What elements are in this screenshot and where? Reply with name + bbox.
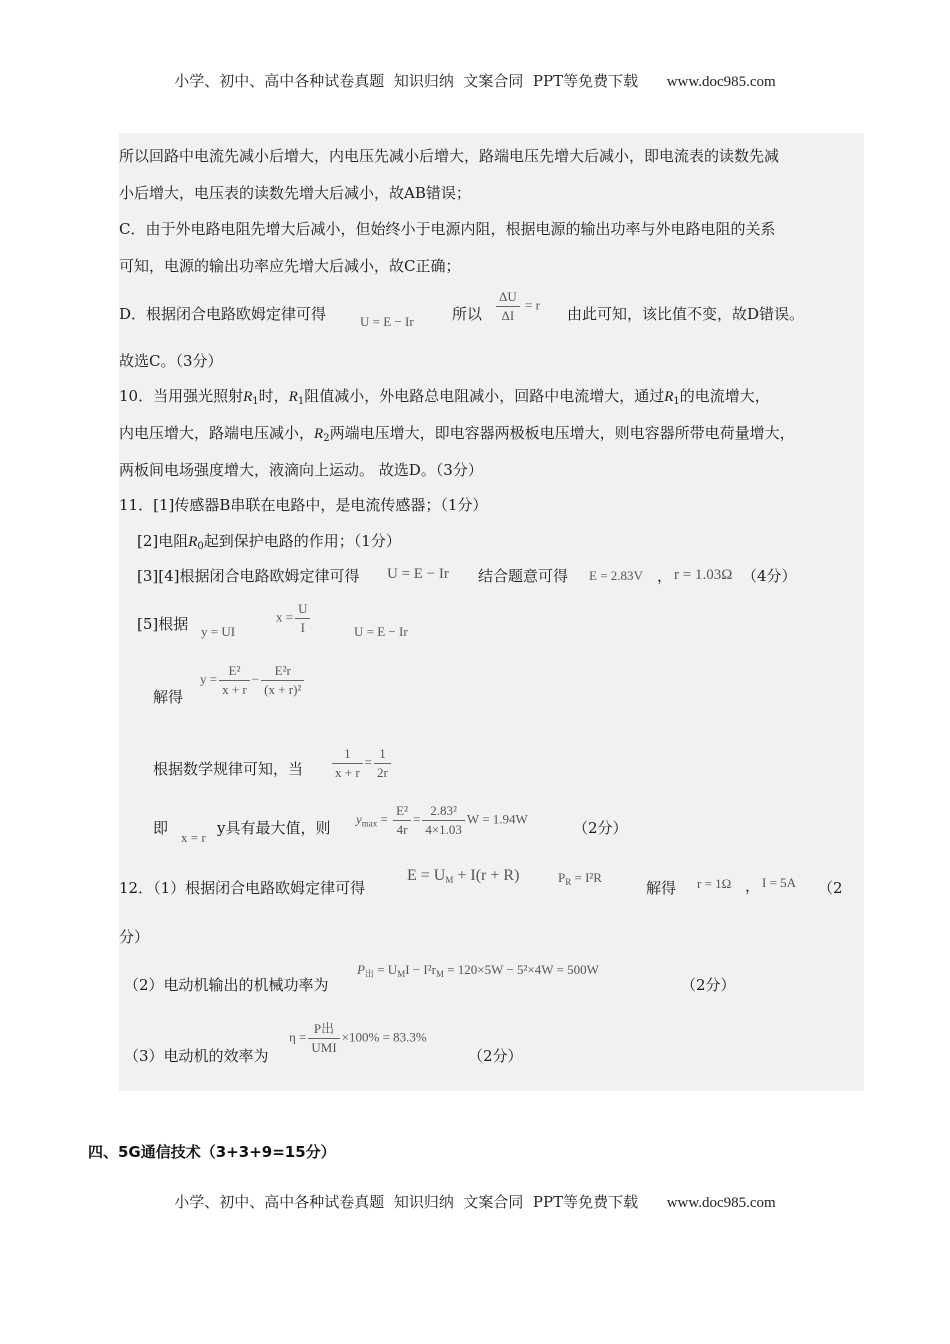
q10-r1-b: R <box>288 389 298 405</box>
q12-eq1-sub: M <box>445 875 454 885</box>
q12-score2: （2分） <box>681 976 736 994</box>
q11-ymax: $y_{max}$ = $\frac{\text{E²}}{4r}$ = $\frac{\text{2.83²}}{4\times 1.03}$ W = 1.94W <box>356 803 528 837</box>
footer-site[interactable]: www.doc985.com <box>666 1195 776 1211</box>
q12-pr-rest: = I²R <box>571 870 602 885</box>
q9-d-fraction <box>494 288 540 325</box>
q11-line4: [5]根据 <box>137 615 189 633</box>
q11-x-def <box>276 600 312 637</box>
q11-line2 <box>137 531 401 552</box>
q11-sol-n2: E²r <box>261 662 304 681</box>
q11-c-n2: 1 <box>374 745 391 764</box>
q12-eta-den: UMI <box>311 1040 337 1055</box>
q11-r: r = 1.03Ω <box>674 567 733 583</box>
q9-d-suffix: 由此可知，该比值不变，故D错误。 <box>567 305 805 323</box>
q11-line3a: [3][4]根据闭合电路欧姆定律可得 <box>137 567 360 585</box>
q12-pout-rest2: I − I²r <box>405 962 436 977</box>
q10-num: 10．当用强光照射 <box>119 387 244 405</box>
q9-d-frac-den: ΔI <box>501 308 515 323</box>
q11-eq1: U = E − Ir <box>387 566 449 582</box>
page-footer <box>0 1191 950 1212</box>
q11-r0: R <box>188 534 198 550</box>
q12-eta <box>289 1020 427 1057</box>
q12-eq1-a: E = U <box>407 867 446 884</box>
q9-d-prefix: D．根据闭合电路欧姆定律可得 <box>119 305 327 323</box>
q9-d-eq1: U = E − Ir <box>360 314 414 329</box>
section-title: 四、5G通信技术（3+3+9=15分） <box>88 1143 336 1161</box>
q11-xr: x = r <box>181 830 206 845</box>
q12-pr-a: P <box>558 870 566 885</box>
q11-x-den: I <box>300 620 305 635</box>
q11-ymax-rhs: W = 1.94W <box>466 811 528 827</box>
q11-line1: 11．[1]传感器B串联在电路中，是电流传感器；（1分） <box>119 496 488 514</box>
q11-ymax-d2: 4×1.03 <box>425 822 462 837</box>
q10-t2: 阻值减小，外电路总电阻减小，回路中电流增大，通过 <box>304 387 665 405</box>
q12-pout-rest: = U <box>373 962 398 977</box>
q12-eq1-rest: + I(r + R) <box>453 867 520 884</box>
q11-ymax-lhs: y <box>356 811 362 827</box>
q9-line2: 小后增大，电压表的读数先增大后减小，故AB错误； <box>119 184 471 202</box>
q11-sol-d1: x + r <box>222 682 247 697</box>
q9-d-rhs: = r <box>525 297 540 313</box>
q10-line2a: 内电压增大，路端电压减小， <box>119 424 315 442</box>
q12-score1a: （2 <box>818 879 843 897</box>
q12-pout-rest3: = 120×5W − 5²×4W = 500W <box>443 962 599 977</box>
q9-c-line2: 可知，电源的输出功率应先增大后减小，故C正确； <box>119 257 461 275</box>
q11-score1: （4分） <box>742 567 797 585</box>
q12-pr <box>558 868 602 888</box>
q12-I: I = 5A <box>762 875 797 890</box>
q11-sol-lhs: y = <box>200 671 218 687</box>
q12-pout <box>357 960 599 980</box>
footer-text: 小学、初中、高中各种试卷真题 知识归纳 文案合同 PPT等免费下载 <box>174 1193 639 1211</box>
q12-eta-lhs: η = <box>289 1029 307 1045</box>
q10-r1-c: R <box>664 389 674 405</box>
q11-sol-d2: (x + r)² <box>264 682 302 697</box>
q12-score3: （2分） <box>468 1047 523 1065</box>
q11-sol-n1: E² <box>219 662 250 681</box>
q12-eq1 <box>407 866 519 886</box>
q9-d-mid: 所以 <box>452 305 483 323</box>
q10-t1: 时， <box>258 387 289 405</box>
q12-line1a: 12．（1）根据闭合电路欧姆定律可得 <box>119 879 366 897</box>
q12-line3: （3）电动机的效率为 <box>124 1047 269 1065</box>
q11-sub0: 0 <box>197 541 204 552</box>
q11-line2b: 起到保护电路的作用；（1分） <box>203 532 401 550</box>
q10-r2: R <box>314 426 324 442</box>
q12-eta-rest: ×100% = 83.3% <box>341 1029 427 1045</box>
q9-choice: 故选C。（3分） <box>119 352 223 370</box>
q11-ji: 即 <box>153 819 169 837</box>
answer-panel <box>119 133 864 1091</box>
q11-x-num: U <box>295 600 310 619</box>
q11-c-d1: x + r <box>335 765 360 780</box>
q12-comma: ， <box>745 877 761 895</box>
q12-eta-num: P出 <box>308 1020 339 1039</box>
header-site[interactable]: www.doc985.com <box>666 74 776 90</box>
q10-line3: 两板间电场强度增大，液滴向上运动。 故选D。（3分） <box>119 461 483 479</box>
q11-line3b: 结合题意可得 <box>478 567 569 585</box>
q12-score1b: 分） <box>119 928 150 946</box>
q11-c-d2: 2r <box>377 765 388 780</box>
q11-comma: ， <box>657 567 673 585</box>
q12-pout-rm: M <box>435 969 444 979</box>
q11-score2: （2分） <box>573 819 628 837</box>
q10-sub1-b: 1 <box>297 396 305 407</box>
q9-d-frac-num: ΔU <box>496 288 520 307</box>
q11-c-n1: 1 <box>332 745 363 764</box>
q11-solution <box>200 662 306 699</box>
q11-y: y = UI <box>201 624 236 639</box>
q10-r1: R <box>243 389 253 405</box>
q10-line1 <box>119 386 770 407</box>
q11-math: 根据数学规律可知，当 <box>153 760 304 778</box>
q10-sub1: 1 <box>252 396 259 407</box>
q9-c-line1: C．由于外电路电阻先增大后减小，但始终小于电源内阻，根据电源的输出功率与外电路电阻的关系 <box>119 220 776 238</box>
q10-sub2: 2 <box>323 433 330 444</box>
q9-line1: 所以回路中电流先减小后增大，内电压先减小后增大，路端电压先增大后减小，即电流表的读数先减 <box>119 147 780 165</box>
q12-pr-sub: R <box>565 877 572 887</box>
q11-solve: 解得 <box>153 688 184 706</box>
q11-ymax-n2: 2.83² <box>422 802 465 821</box>
q11-ymax-sub: max <box>361 818 378 829</box>
q12-line2: （2）电动机输出的机械功率为 <box>124 976 329 994</box>
q10-line2 <box>119 423 795 444</box>
q11-x-lhs: x = <box>276 609 294 625</box>
q11-ymax-n1: E² <box>393 802 411 821</box>
header-text: 小学、初中、高中各种试卷真题 知识归纳 文案合同 PPT等免费下载 <box>174 72 639 90</box>
page-header <box>0 70 950 91</box>
q10-sub1-c: 1 <box>673 396 680 407</box>
q11-U: U = E − Ir <box>354 624 408 639</box>
q11-c-eq: = <box>364 754 373 770</box>
q11-ymax-text: y具有最大值，则 <box>217 819 331 837</box>
q12-solve: 解得 <box>646 879 677 897</box>
q10-t3: 的电流增大， <box>679 387 770 405</box>
q11-E: E = 2.83V <box>589 568 643 583</box>
q11-condition <box>330 745 393 782</box>
q12-pout-sub: 出 <box>364 969 374 979</box>
q12-pout-p: P <box>357 962 365 977</box>
q11-ymax-d1: 4r <box>396 822 408 837</box>
q12-r: r = 1Ω <box>697 876 732 891</box>
q12-pout-um: M <box>397 969 406 979</box>
q11-line2a: [2]电阻 <box>137 532 189 550</box>
q11-sol-minus: − <box>251 671 260 687</box>
q10-line2b: 两端电压增大，即电容器两极板电压增大，则电容器所带电荷量增大， <box>329 424 795 442</box>
